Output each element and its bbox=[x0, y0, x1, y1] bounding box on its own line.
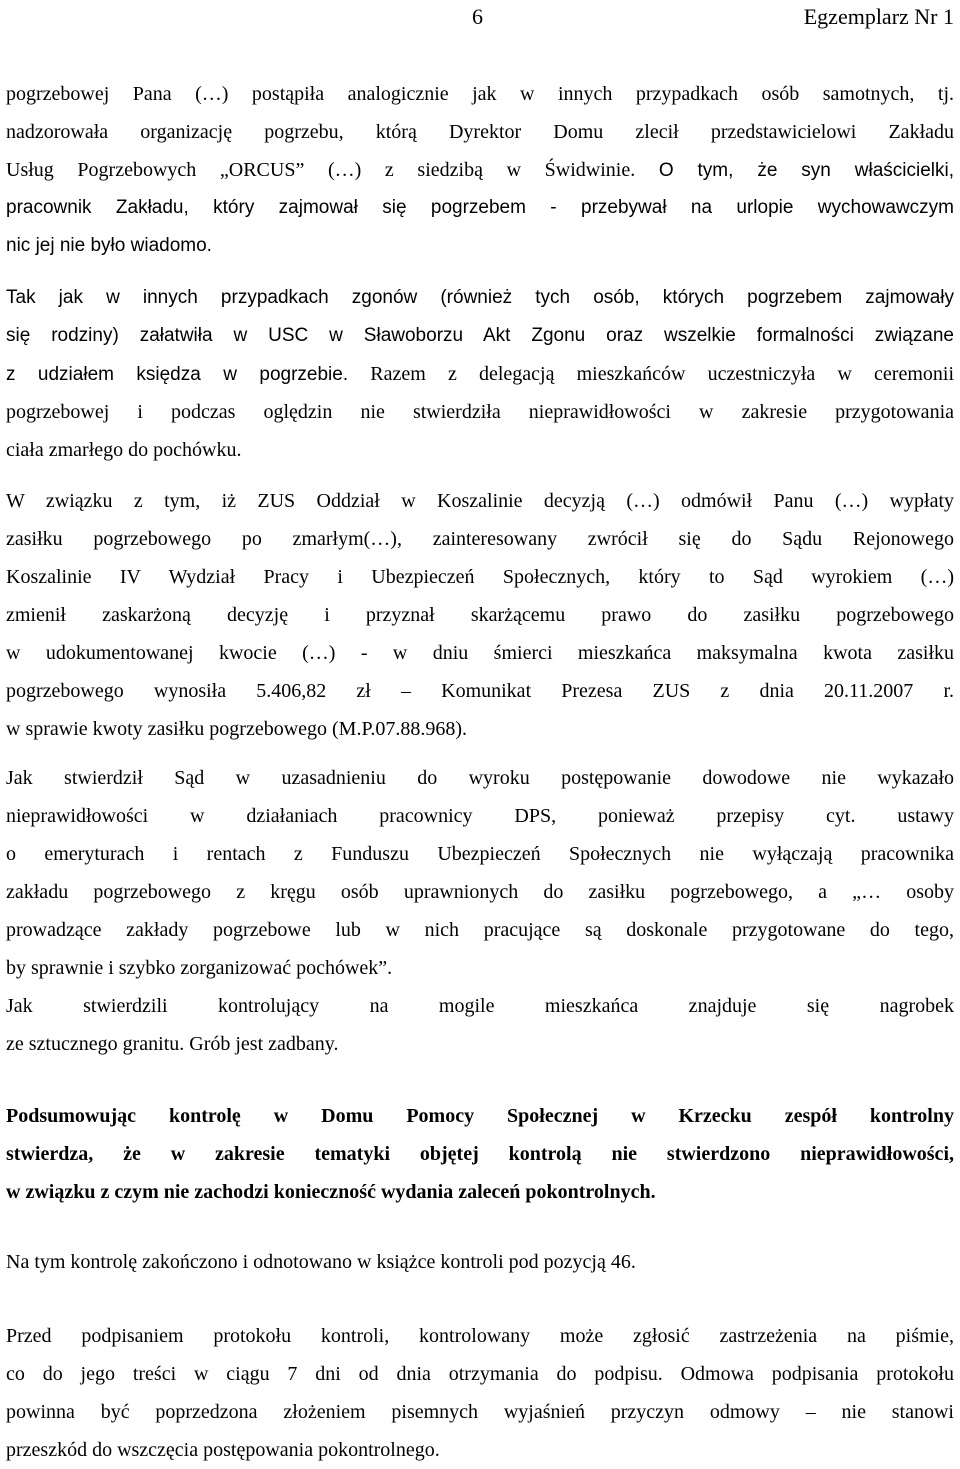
text-line: ze sztucznego granitu. Grób jest zadbany. bbox=[6, 1033, 339, 1055]
text-segment: Usług Pogrzebowych „ORCUS” (…) z siedzibą w Świdwinie. bbox=[6, 159, 636, 181]
text-line: nadzorowała organizację pogrzebu, którą Dyrektor Domu zlecił przedstawicielowi Zakładu bbox=[6, 121, 954, 143]
text-line: W związku z tym, iż ZUS Oddział w Koszalinie decyzją (…) odmówił Panu (…) wypłaty bbox=[6, 490, 954, 512]
text-line: się rodziny) załatwiła w USC w Sławoborzu Akt Zgonu oraz wszelkie formalności związane bbox=[6, 325, 954, 346]
copy-label: Egzemplarz Nr 1 bbox=[803, 4, 954, 29]
text-line: prowadzące zakłady pogrzebowe lub w nich pracujące są doskonale przygotowane do tego, bbox=[6, 919, 954, 941]
text-line: by sprawnie i szybko zorganizować pochówek”. bbox=[6, 957, 393, 979]
text-line: nieprawidłowości w działaniach pracownicy DPS, ponieważ przepisy cyt. ustawy bbox=[6, 805, 954, 827]
closing-note bbox=[6, 1243, 954, 1281]
text-line: co do jego treści w ciągu 7 dni od dnia otrzymania do podpisu. Odmowa podpisania protokołu bbox=[6, 1363, 954, 1385]
text-line: o emeryturach i rentach z Funduszu Ubezpieczeń Społecznych nie wyłączają pracownika bbox=[6, 843, 954, 865]
text-line: Podsumowując kontrolę w Domu Pomocy Społecznej w Krzecku zespół kontrolny bbox=[6, 1105, 954, 1127]
page-number: 6 bbox=[472, 4, 483, 29]
text-segment: O tym, że syn właścicielki, bbox=[658, 160, 954, 181]
summary-conclusion bbox=[6, 1097, 954, 1211]
text-line: Koszalinie IV Wydział Pracy i Ubezpieczeń Społecznych, który to Sąd wyrokiem (…) bbox=[6, 566, 954, 588]
text-line: w związku z czym nie zachodzi konieczność wydania zaleceń pokontrolnych. bbox=[6, 1181, 656, 1203]
text-line: zakładu pogrzebowego z kręgu osób uprawnionych do zasiłku pogrzebowego, a „… osoby bbox=[6, 881, 954, 903]
paragraph-court-reasoning bbox=[6, 759, 954, 1063]
text-line-mixed bbox=[6, 355, 954, 393]
text-line: w sprawie kwoty zasiłku pogrzebowego (M.P.07.88.968). bbox=[6, 718, 468, 740]
text-line: nic jej nie było wiadomo. bbox=[6, 235, 212, 256]
text-line-mixed bbox=[6, 151, 954, 189]
text-line: zmienił zaskarżoną decyzję i przyznał skarżącemu prawo do zasiłku pogrzebowego bbox=[6, 604, 954, 626]
text-segment: Razem z delegacją mieszkańców uczestniczyła w ceremonii bbox=[370, 363, 954, 385]
text-line: pogrzebowego wynosiła 5.406,82 zł – Komunikat Prezesa ZUS z dnia 20.11.2007 r. bbox=[6, 680, 954, 702]
paragraph-zus-decision bbox=[6, 482, 954, 748]
text-segment: z udziałem księdza w pogrzebie. bbox=[6, 364, 349, 385]
text-line: przeszkód do wszczęcia postępowania pokontrolnego. bbox=[6, 1439, 440, 1461]
text-line: stwierdza, że w zakresie tematyki objętej kontrolą nie stwierdzono nieprawidłowości, bbox=[6, 1143, 954, 1165]
text-line: pogrzebowej i podczas oględzin nie stwierdziła nieprawidłowości w zakresie przygotowania bbox=[6, 401, 954, 423]
paragraph-death-certificate bbox=[6, 279, 954, 469]
text-line: zasiłku pogrzebowego po zmarłym(…), zainteresowany zwrócił się do Sądu Rejonowego bbox=[6, 528, 954, 550]
paragraph-signing-objections bbox=[6, 1317, 954, 1469]
text-line: ciała zmarłego do pochówku. bbox=[6, 439, 242, 461]
text-line: Jak stwierdził Sąd w uzasadnieniu do wyroku postępowanie dowodowe nie wykazało bbox=[6, 767, 954, 789]
text-line: powinna być poprzedzona złożeniem pisemnych wyjaśnień przyczyn odmowy – nie stanowi bbox=[6, 1401, 954, 1423]
text-line: Przed podpisaniem protokołu kontroli, kontrolowany może zgłosić zastrzeżenia na piśmie, bbox=[6, 1325, 954, 1347]
text-line: w udokumentowanej kwocie (…) - w dniu śmierci mieszkańca maksymalna kwota zasiłku bbox=[6, 642, 954, 664]
text-line: Na tym kontrolę zakończono i odnotowano w książce kontroli pod pozycją 46. bbox=[6, 1251, 636, 1273]
text-line: Jak stwierdzili kontrolujący na mogile mieszkańca znajduje się nagrobek bbox=[6, 995, 954, 1017]
text-line: Tak jak w innych przypadkach zgonów (również tych osób, których pogrzebem zajmowały bbox=[6, 287, 954, 308]
text-line: pogrzebowej Pana (…) postąpiła analogicznie jak w innych przypadkach osób samotnych, tj. bbox=[6, 83, 954, 105]
page-header bbox=[0, 0, 960, 30]
paragraph-funeral-organization bbox=[6, 75, 954, 265]
text-line: pracownik Zakładu, który zajmował się pogrzebem - przebywał na urlopie wychowawczym bbox=[6, 197, 954, 218]
